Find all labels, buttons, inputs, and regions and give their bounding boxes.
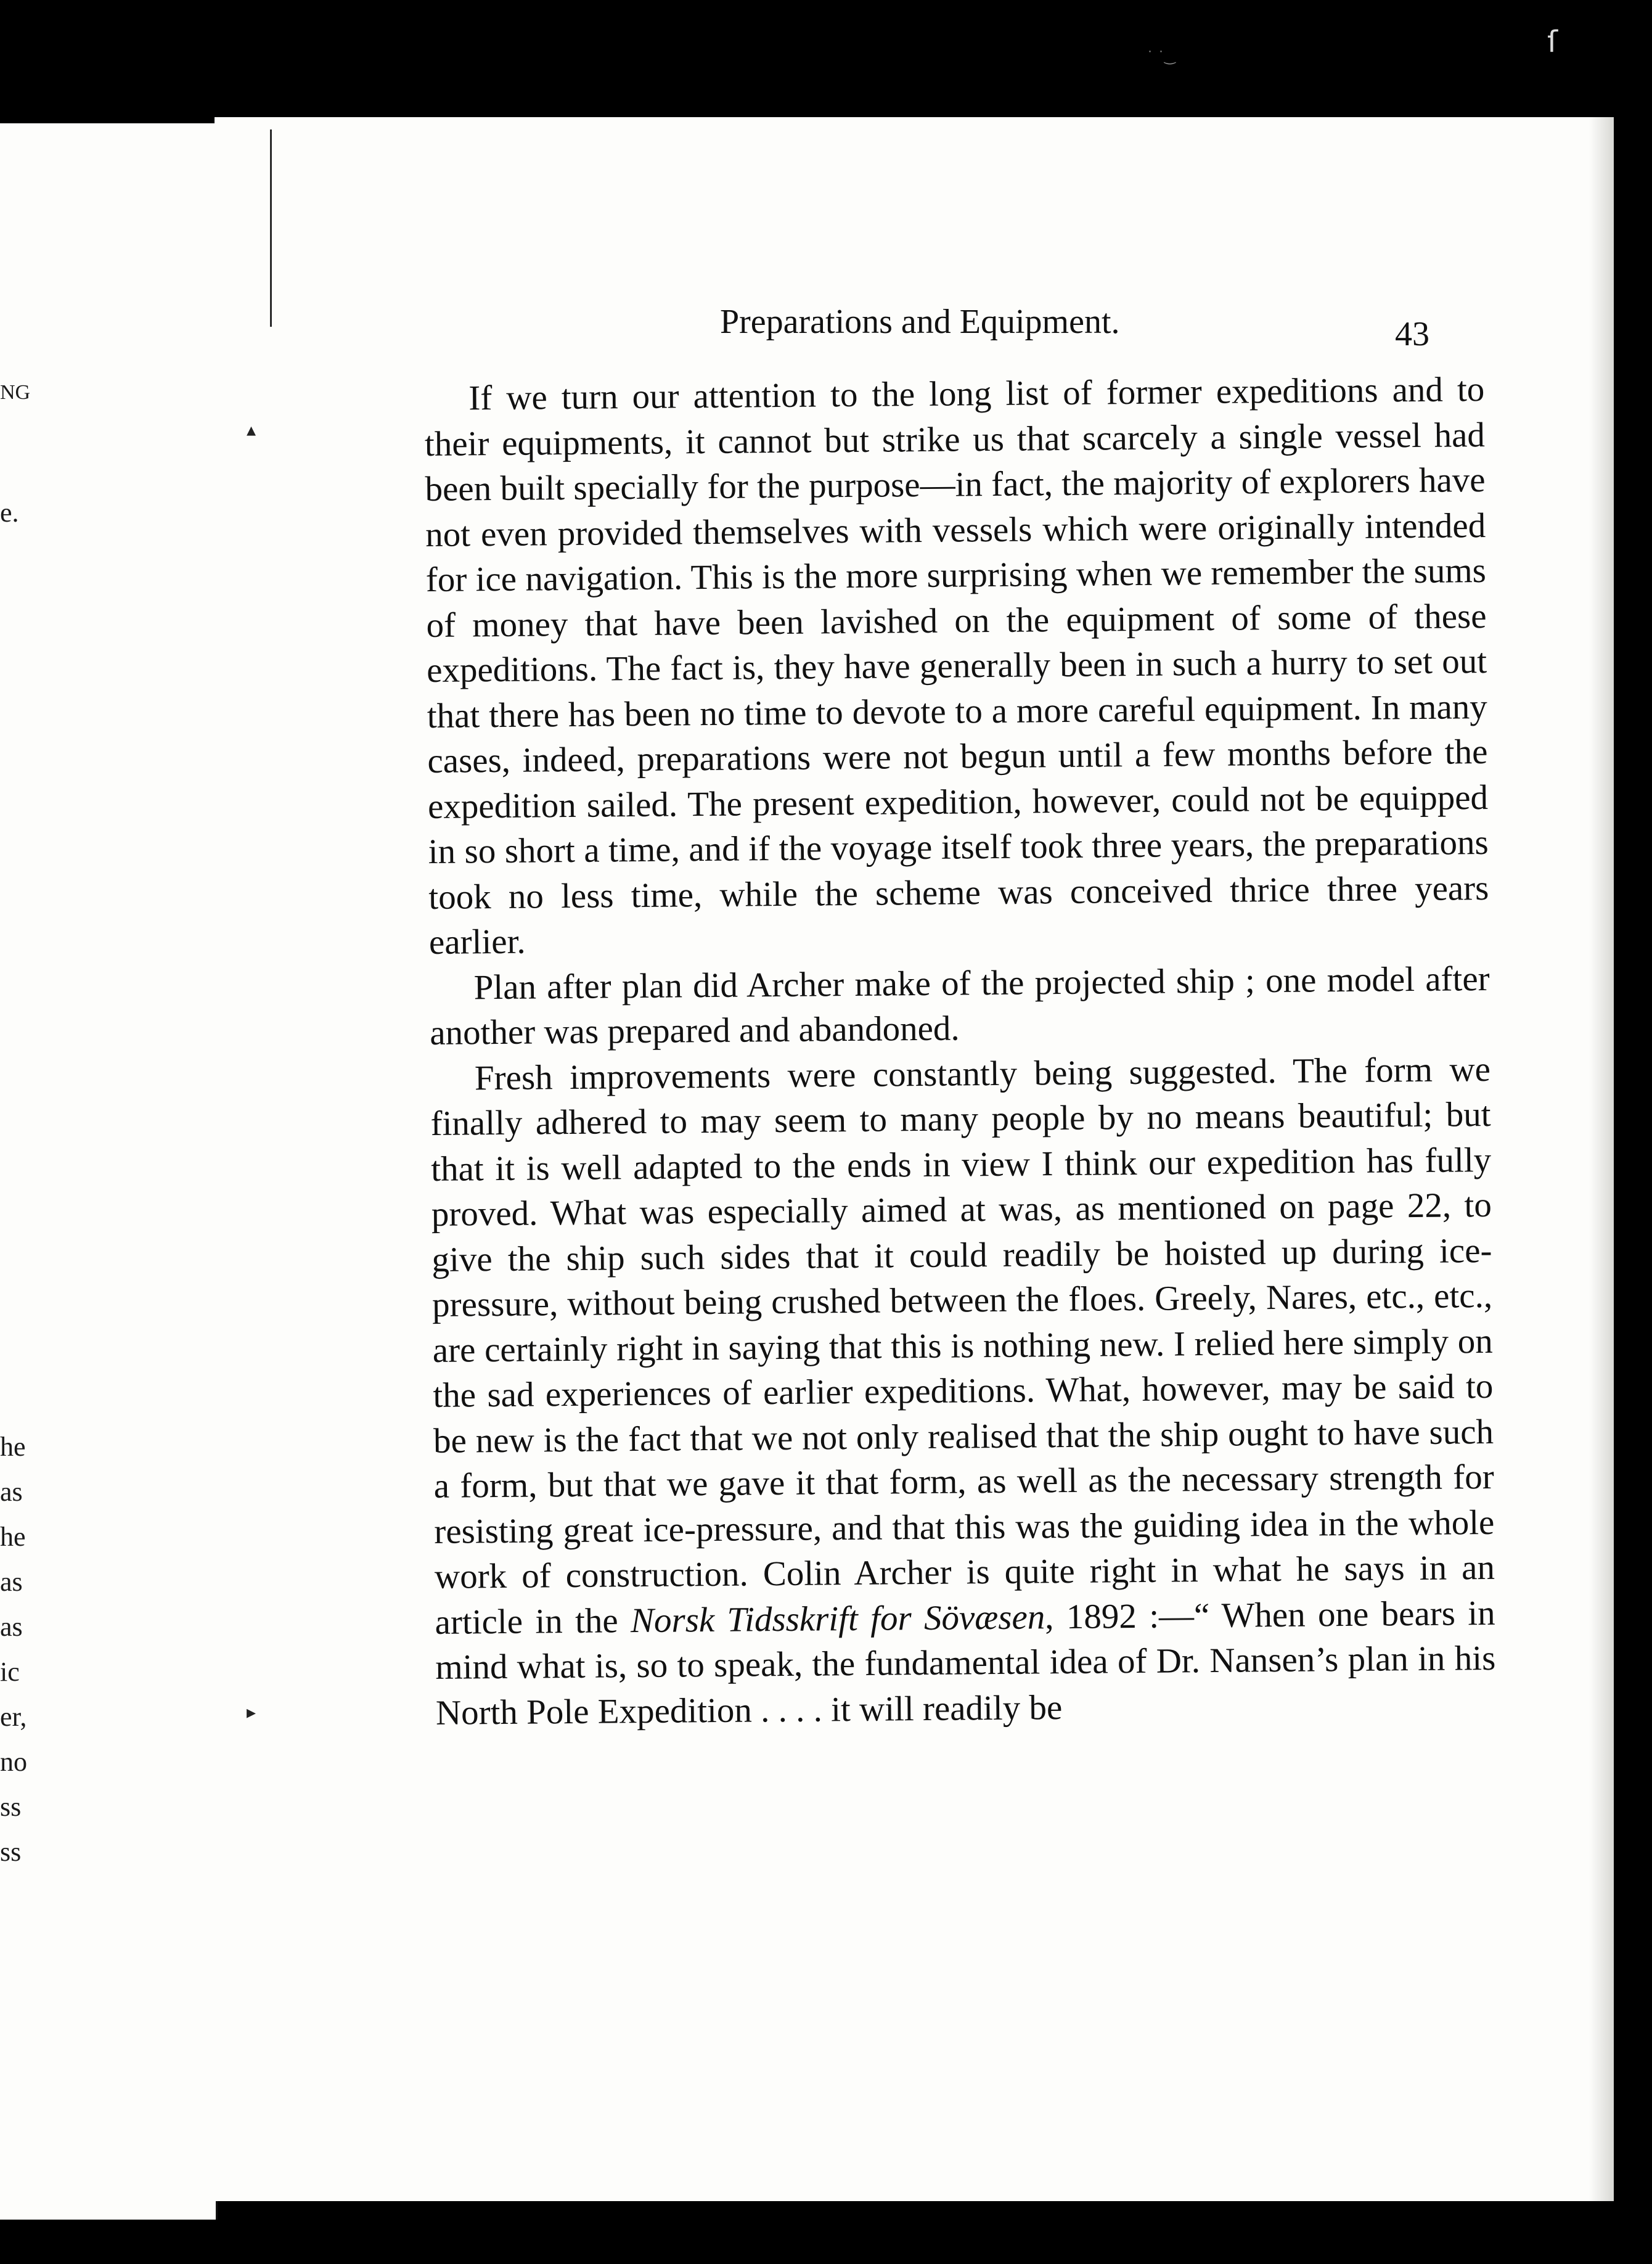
- right-page: [215, 117, 1614, 2201]
- left-page-text-fragment: e.: [0, 498, 19, 528]
- left-page-fragment: [0, 123, 218, 2220]
- margin-mark: ▴: [247, 419, 256, 441]
- left-page-text-fragment: as: [0, 1567, 23, 1597]
- margin-mark: ▸: [247, 1702, 256, 1723]
- paragraph-text-continued: , 1892 :—“ When one bears in mind what is, so to speak, the fundamental idea of Dr. Nansen’s plan in his North Pole Expedition . . . . it will readily be: [435, 1593, 1496, 1733]
- left-page-text-fragment: NG: [0, 381, 31, 404]
- left-page-text-fragment: no: [0, 1747, 27, 1777]
- page-edge-shadow: [1589, 117, 1614, 2201]
- scan-artifact-mark: ˙ ˙‿: [1147, 49, 1176, 65]
- body-text: [424, 367, 1496, 1736]
- paragraph: [430, 1046, 1497, 1735]
- journal-title: Norsk Tidsskrift for Sövæsen: [630, 1597, 1045, 1640]
- left-page-text-fragment: er,: [0, 1702, 27, 1732]
- page-number: 43: [1395, 315, 1429, 353]
- paragraph: If we turn our attention to the long list of former expeditions and to their equipments, it cannot but strike us that scarcely a single vessel had been built specially for the purpose—in fact, the majority of explorers have not even provided themselves with vessels which were originally intended for ice navigation. This is the more surprising when we remember the sums of money that have been lavished on the equipment of some of these expeditions. The fact is, they have generally been in such a hurry to set out that there has been no time to devote to a more careful equipment. In many cases, indeed, preparations were not begun until a few months before the expedition sailed. The present expedition, however, could not be equipped in so short a time, and if the voyage itself took three years, the preparations took no less time, while the scheme was conceived thrice three years earlier.: [424, 369, 1489, 962]
- paragraph-text: Fresh improvements were constantly being suggested. The form we finally adhered to may seem to many people by no means beautiful; but that it is well adapted to the ends in view I think our expedition has fully proved. What was especially aimed at was, as mentioned on page 22, to give the ship such sides that it could readily be hoisted up during ice-pressure, without being crushed between the floes. Greely, Nares, etc., etc., are certainly right in saying that this is nothing new. I relied here simply on the sad experiences of earlier expeditions. What, however, may be said to be new is the fact that we not only realised that the ship ought to have such a form, but that we gave it that form, as well as the necessary strength for resisting great ice-pressure, and that this was the guiding idea in the whole work of construction. Colin Archer is quite right in what he says in an article in the: [430, 1049, 1495, 1642]
- left-page-text-fragment: as: [0, 1477, 23, 1507]
- left-page-text-fragment: as: [0, 1612, 23, 1642]
- gutter-line: [270, 129, 272, 327]
- left-page-text-fragment: ss: [0, 1792, 22, 1822]
- left-page-text-fragment: ss: [0, 1837, 22, 1867]
- scan-artifact-mark: ſ: [1547, 25, 1558, 59]
- left-page-text-fragment: he: [0, 1522, 26, 1552]
- paragraph: Plan after plan did Archer make of the projected ship ; one model after another was prepared and abandoned.: [430, 959, 1490, 1052]
- left-page-text-fragment: ic: [0, 1657, 20, 1687]
- page-header-title: Preparations and Equipment.: [720, 303, 1120, 341]
- left-page-text-fragment: he: [0, 1432, 26, 1462]
